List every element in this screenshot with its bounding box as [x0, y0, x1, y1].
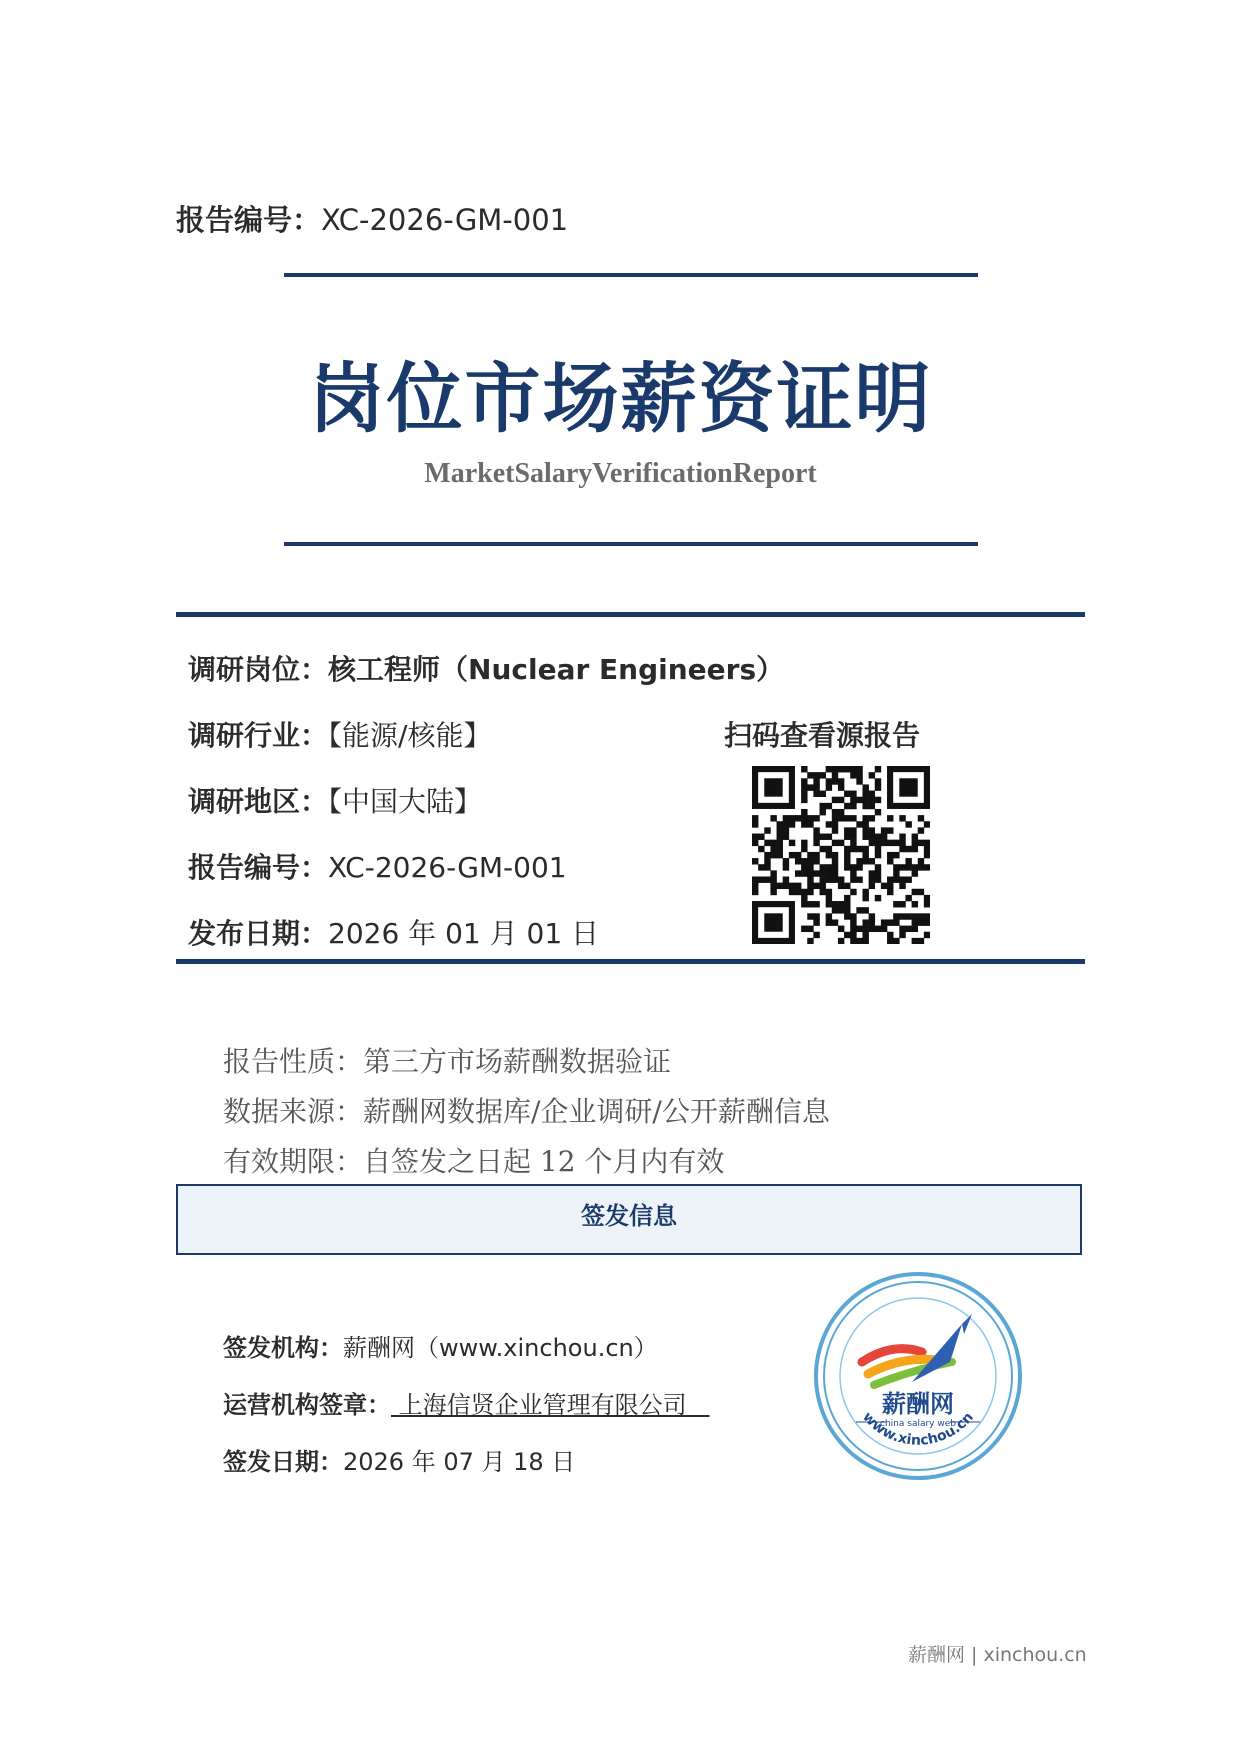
validity-period: 有效期限：自签发之日起 12 个月内有效: [223, 1145, 725, 1178]
page-footer: 薪酬网 | xinchou.cn: [908, 1644, 1087, 1666]
report-nature: 报告性质：第三方市场薪酬数据验证: [223, 1045, 672, 1078]
info-report-number-value: XC-2026-GM-001: [328, 851, 567, 884]
seal-en: china salary web: [880, 1419, 956, 1429]
info-position: [188, 648, 784, 688]
sign-info-title: 签发信息: [581, 1202, 677, 1230]
qr-code-icon[interactable]: [752, 766, 930, 944]
sign-info-box: [176, 1184, 1082, 1255]
sign-issuer-value: 薪酬网（www.xinchou.cn）: [343, 1334, 658, 1362]
info-region-label: 调研地区：: [188, 785, 329, 818]
info-industry-value: 【能源/核能】: [328, 719, 492, 752]
info-industry: [188, 714, 491, 754]
top-report-number-label: 报告编号：: [176, 203, 322, 237]
info-publish-date-value: 2026 年 01 月 01 日: [328, 917, 600, 950]
seal-url: www.xinchou.cn: [859, 1409, 977, 1449]
sign-issuer: [223, 1328, 658, 1363]
info-region: [188, 780, 482, 820]
page-subtitle: MarketSalaryVerificationReport: [424, 458, 817, 489]
data-source: 数据来源：薪酬网数据库/企业调研/公开薪酬信息: [223, 1095, 830, 1128]
company-seal: [812, 1270, 1024, 1482]
sign-operator: [223, 1385, 710, 1420]
sign-date: [223, 1442, 575, 1477]
page-title: 岗位市场薪资证明: [308, 354, 933, 443]
sign-operator-value: 上海信贤企业管理有限公司: [398, 1391, 687, 1419]
title-rule-top: [284, 273, 978, 277]
top-report-number-value: XC-2026-GM-001: [321, 203, 569, 237]
title-rule-bottom: [284, 542, 978, 546]
sign-date-label: 签发日期：: [223, 1448, 343, 1476]
info-region-value: 【中国大陆】: [328, 785, 483, 818]
info-rule-top: [176, 612, 1085, 617]
info-rule-bottom: [176, 959, 1085, 964]
sign-operator-label: 运营机构签章：: [223, 1391, 391, 1419]
sign-issuer-label: 签发机构：: [223, 1334, 343, 1362]
info-report-number-label: 报告编号：: [188, 851, 329, 884]
qr-caption: 扫码查看源报告: [724, 719, 921, 752]
top-report-number: [176, 198, 568, 239]
sign-date-value: 2026 年 07 月 18 日: [343, 1448, 576, 1476]
info-publish-date-label: 发布日期：: [188, 917, 329, 950]
info-publish-date: [188, 912, 599, 952]
info-position-label: 调研岗位：: [188, 653, 329, 686]
seal-name: 薪酬网: [882, 1390, 954, 1418]
info-industry-label: 调研行业：: [188, 719, 329, 752]
info-position-value: 核工程师（Nuclear Engineers）: [328, 653, 785, 686]
info-report-number: [188, 846, 567, 886]
